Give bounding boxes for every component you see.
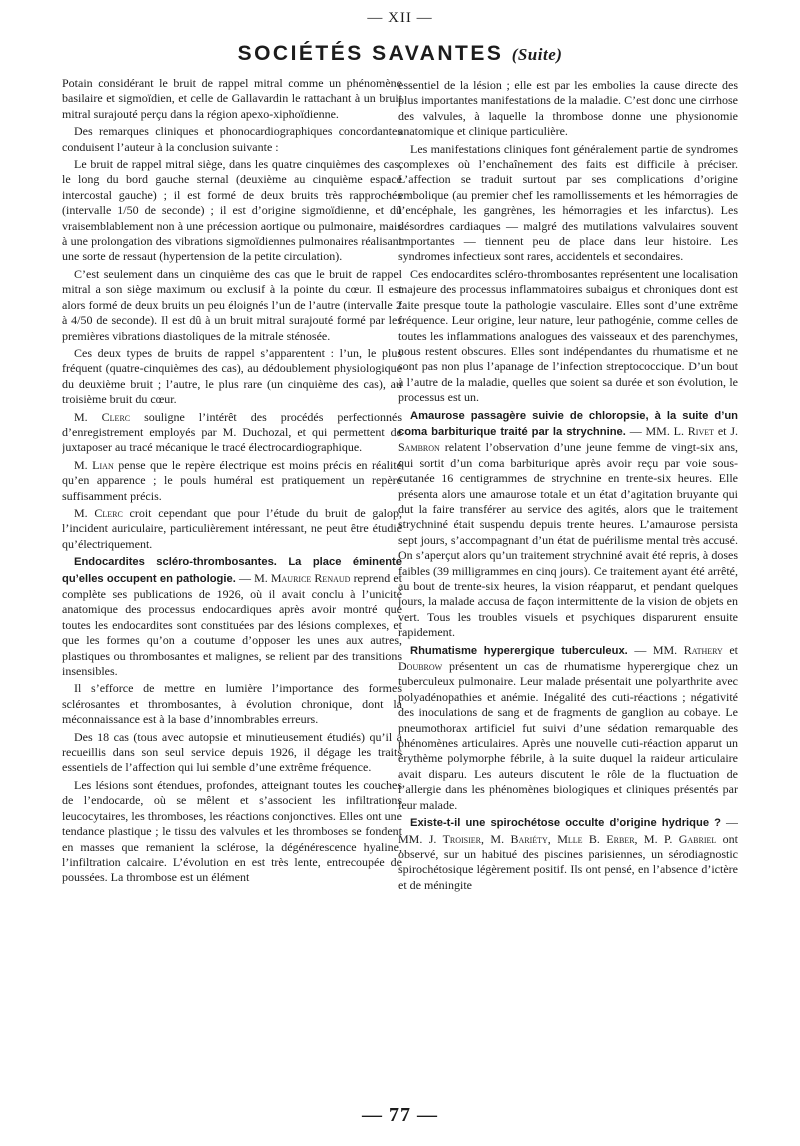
page-number: — 77 — [362, 1104, 438, 1126]
roman-page-header: — XII — [367, 10, 433, 26]
author-name: Maurice Renaud [270, 570, 351, 585]
author-name: M. Clerc [74, 409, 131, 424]
paragraph-text: reprend et complète ses publications de 1926, où il avait conclu à l’unicité anatomique des processus endocardiques après avoir montré que toutes les endocardites sont constituées par des lésions complexes, et que les formes qu’on a coutume d’opposer les unes aux autres, plastiques ou thrombosantes et malignes, se relient par des transitions insensibles. [62, 570, 402, 679]
right-column [398, 78, 738, 1098]
author-name: L. Rivet [673, 423, 715, 438]
paragraph [62, 554, 402, 679]
author-name: J. Sambron [398, 423, 738, 455]
paragraph-text: croit cependant que pour l’étude du bruit de galop, l’incident auriculaire, particulièrement intéressant, ne peut être étudié qu’électriquement. [62, 505, 402, 551]
paragraph [398, 408, 738, 641]
author-name: Rathery [683, 642, 723, 657]
dash: — M. [235, 570, 271, 585]
paragraph: essentiel de la lésion ; elle est par les embolies la cause directe des plus importantes manifestations de la maladie. C’est donc une cirrhose des valvules, à laquelle la thrombose donne une physionomie anatomique et clinique particulière. [398, 78, 738, 139]
article-heading: Rhumatisme hyperergique tuberculeux. [410, 644, 628, 657]
paragraph: Les manifestations cliniques font généralement partie de syndromes complexes où l’enchaînement des faits est difficile à préciser. L’affection se traduit surtout par ses complications d’origine embolique (au premier chef les ramollissements et les hémorragies de l’encéphale, les gangrènes, les hémorragies et les infarctus). Les désordres cardiaques — malgré des mutilations valvulaires souvent importantes — tiennent peu de place dans leur histoire. Les syndromes infectieux sont rares, accidentels et secondaires. [398, 141, 738, 264]
paragraph: Le bruit de rappel mitral siège, dans les quatre cinquièmes des cas, le long du bord gauche sternal (deuxième au cinquième espace intercostal gauche) ; il est formé de deux bruits très rapprochés (intervalle 1/50 de seconde) ; il est d’origine sigmoïdienne, et dû vraisemblablement non à une précession aortique ou pulmonaire, mais à une prolongation des vibrations sigmoïdiennes pulmonaires réalisant une sorte de ressaut (hypertension de la petite circulation). [62, 157, 402, 264]
paragraph-text: présentent un cas de rhumatisme hyperergique chez un tuberculeux pulmonaire. Leur malade présentait une polyarthrite avec polyadénopathies et anémie. Inégalité des cuti-réactions ; négativité des inoculations de sang et de fragments de ganglion au cobaye. Le pneumothorax artificiel fut suivi d’une sédation remarquable des phénomènes articulaires. Après une nouvelle cuti-réaction apparut un érythème polymorphe fébrile, à la suite duquel la raideur articulaire avait disparu. Les auteurs discutent le rôle de la fluctuation de l’allergie dans les phénomènes biologiques et cliniques présentés par leur malade. [398, 659, 738, 812]
article-heading: Existe-t-il une spirochétose occulte d’origine hydrique ? [410, 817, 721, 830]
dash: — MM. [625, 423, 674, 438]
article-heading: Endocardites scléro-thrombosantes. La place éminente qu’elles occupent en pathologie. [62, 556, 402, 585]
paragraph-text: ont observé, sur un habitué des piscines parisiennes, un sérodiagnostic spirochétosique légèrement positif. Ils ont pensé, en l’absence d’ictère et de méningite [398, 831, 738, 892]
paragraph [62, 410, 402, 456]
paragraph [398, 643, 738, 813]
paragraph: Il s’efforce de mettre en lumière l’importance des formes sclérosantes et thrombosantes, à évolution chronique, dont la méconnaissance est à la base d’innombrables erreurs. [62, 681, 402, 727]
left-column [62, 76, 402, 1096]
paragraph: Les lésions sont étendues, profondes, atteignant toutes les couches de l’endocarde, où se mêlent et s’associent les infiltrations leucocytaires, les thromboses, les réactions conjonctives. Elles ont une tendance plastique ; le tissu des valvules et les thromboses se fondent en masses que remanient la sclérose, la dégénérescence hyaline, l’infiltration calcaire. L’évolution en est très lente, entrecoupée de poussées. La thrombose est un élément [62, 777, 402, 885]
section-title [0, 42, 800, 66]
paragraph: Des 18 cas (tous avec autopsie et minutieusement étudiés) qu’il a recueillis dans son seul service depuis 1926, il dégage les traits essentiels de l’affection qui lui semble d’une extrême fréquence. [62, 729, 402, 775]
conjunction: et [722, 642, 738, 657]
author-name: M. Clerc [74, 505, 123, 520]
paragraph-text: relatent l’observation d’une jeune femme de vingt-six ans, qui sortit d’un coma barbiturique après avoir reçu par voie sous-cutanée 16 centigrammes de strychnine en trente-six heures. Elle présenta alors une amaurose totale et un état d’agitation bruyante qui dut la faire transférer au service des agités, alors que le traitement strychniné était suspendu depuis trente heures. L’amaurose persista sept jours, s’accompagnant d’un état de puérilisme mental très accusé. On s’aperçut alors qu’un traitement strychniné avait été repris, à doses faibles (39 milligrammes en cinq jours). Ce traitement ayant été arrêté, au bout de trente-six heures, la vision réapparut, et pendant quelques jours, la malade accusa de façon intermittente de la vision de objets en vert. Tous les troubles visuels et psychiques disparurent ensuite rapidement. [398, 440, 738, 640]
paragraph [62, 506, 402, 552]
author-name: M. Lian [74, 457, 114, 472]
paragraph: Ces endocardites scléro-thrombosantes représentent une localisation majeure des processus inflammatoires subaigus et chroniques dont est faite presque toute la pathologie vasculaire. Elles sont d’une extrême fréquence. Leur origine, leur nature, leur pathogénie, comme celles de toutes les inflammations analogues des vaisseaux et des parenchymes, nous restent obscures. Elles sont indépendantes du rhumatisme et ne sont pas non plus l’apanage de l’infection streptococcique. D’un bout à l’autre de la maladie, quelles que soient sa durée et son évolution, le processus est un. [398, 266, 738, 405]
paragraph: Potain considérant le bruit de rappel mitral comme un phénomène basilaire et sigmoïdien, et celle de Gallavardin le rattachant à un bruit mitral surajouté perçu dans la région apexo-xiphoïdienne. [62, 76, 402, 121]
dash: — MM. [398, 815, 738, 846]
author-name: J. Troisier, M. Bariéty, Mlle B. Erber, M. P. Gabriel [428, 831, 717, 846]
author-name: Doubrow [398, 659, 443, 674]
paragraph [62, 458, 402, 504]
paragraph: Des remarques cliniques et phonocardiographiques concordantes conduisent l’auteur à la conclusion suivante : [62, 124, 402, 154]
paragraph: Ces deux types de bruits de rappel s’apparentent : l’un, le plus fréquent (quatre-cinquièmes des cas), au dédoublement physiologique du deuxième bruit ; l’autre, le plus rare (un cinquième des cas), au troisième bruit du cœur. [62, 345, 402, 407]
section-title-text: SOCIÉTÉS SAVANTES [237, 42, 504, 65]
paragraph-text: souligne l’intérêt des procédés perfectionnés d’enregistrement employés par M. Duchozal, et qui permettent de juxtaposer au tracé mécanique le tracé électrocardiographique. [62, 409, 402, 455]
conjunction: et [714, 423, 731, 438]
paragraph [398, 815, 738, 893]
article-heading: Amaurose passagère suivie de chloropsie, à la suite d’un coma barbiturique traité par la strychnine. [398, 409, 738, 438]
paragraph-text: pense que le repère électrique est moins précis en réalité qu’en apparence ; le pouls huméral est pratiquement un repère suffisamment précis. [62, 457, 402, 503]
section-title-suite: (Suite) [511, 45, 563, 64]
paragraph: C’est seulement dans un cinquième des cas que le bruit de rappel mitral a son siège maximum ou exclusif à la pointe du cœur. Il est alors formé de deux bruits un peu éloignés l’un de l’autre (intervalle 2 à 4/50 de seconde). Il est dû à un bruit mitral surajouté formé par les premières vibrations diastoliques de la mitrale sténosée. [62, 266, 402, 343]
dash: — MM. [627, 642, 684, 657]
